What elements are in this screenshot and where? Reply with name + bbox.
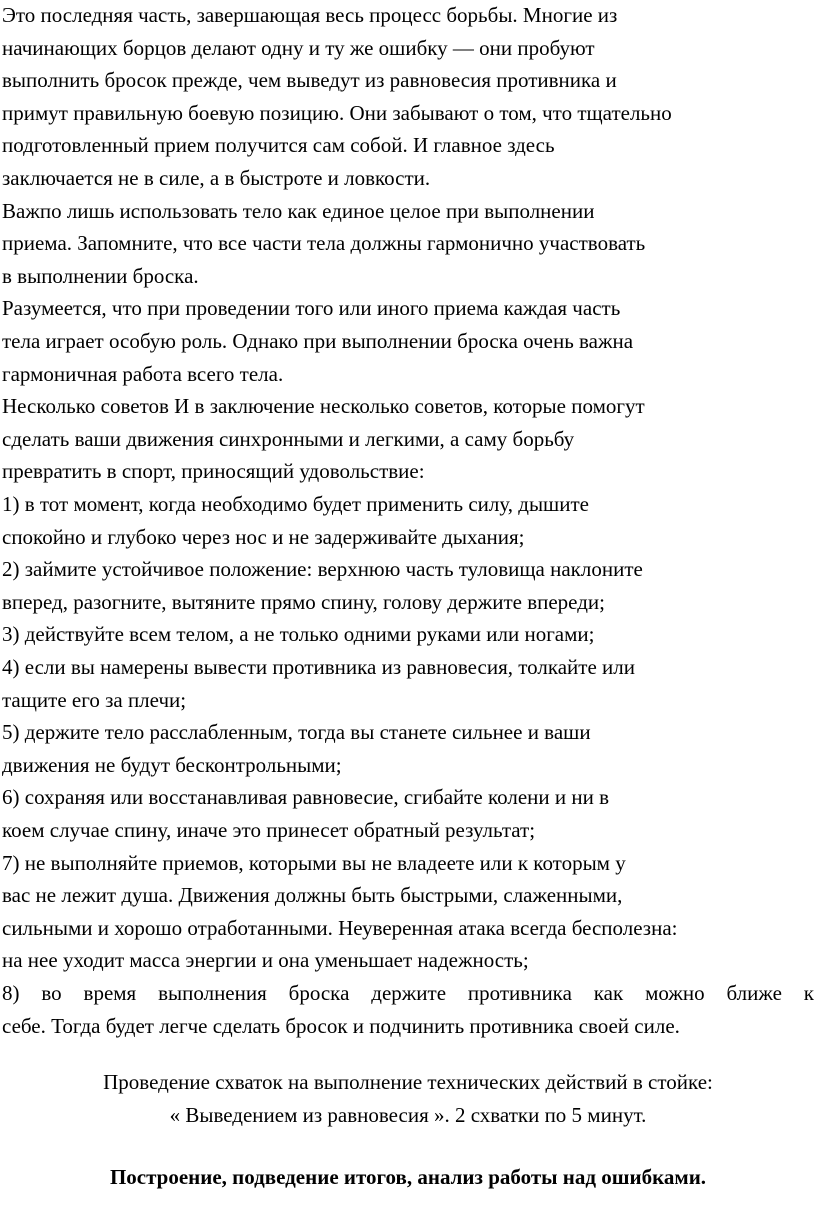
- body-line: начинающих борцов делают одну и ту же ошибку — они пробуют: [2, 35, 595, 60]
- body-line: себе. Тогда будет легче сделать бросок и подчинить противника своей силе.: [2, 1013, 680, 1038]
- body-line: 6) сохраняя или восстанавливая равновесие, сгибайте колени и ни в: [2, 785, 610, 810]
- body-line: движения не будут бесконтрольными;: [2, 752, 342, 777]
- body-line: гармоничная работа всего тела.: [2, 361, 284, 386]
- session-line-1: Проведение схваток на выполнение технических действий в стойке:: [103, 1070, 713, 1094]
- body-line: 8) во время выполнения броска держите противника как можно ближе к: [2, 981, 814, 1005]
- body-line: коем случае спину, иначе это принесет обратный результат;: [2, 818, 536, 842]
- body-line: Несколько советов И в заключение несколько советов, которые помогут: [2, 394, 645, 419]
- body-line: превратить в спорт, приносящий удовольствие:: [2, 459, 425, 484]
- body-line: 2) займите устойчивое положение: верхнюю часть туловища наклоните: [2, 557, 643, 582]
- body-line: Разумеется, что при проведении того или иного приема каждая часть: [2, 296, 621, 321]
- body-line: вперед, разогните, вытяните прямо спину, голову держите впереди;: [2, 589, 605, 614]
- body-line: сделать ваши движения синхронными и легкими, а саму борьбу: [2, 426, 575, 451]
- body-line: приема. Запомните, что все части тела должны гармонично участвовать: [2, 231, 646, 256]
- body-line: тела играет особую роль. Однако при выполнении броска очень важна: [2, 329, 634, 353]
- body-line: 1) в тот момент, когда необходимо будет применить силу, дышите: [2, 492, 589, 516]
- body-line: 3) действуйте всем телом, а не только одними руками или ногами;: [2, 622, 595, 647]
- body-line: примут правильную боевую позицию. Они забывают о том, что тщательно: [2, 100, 672, 125]
- body-line: 5) держите тело расслабленным, тогда вы станете сильнее и ваши: [2, 720, 591, 745]
- body-line: заключается не в силе, а в быстроте и ловкости.: [2, 166, 431, 190]
- body-line: 7) не выполняйте приемов, которыми вы не владеете или к которым у: [2, 850, 626, 875]
- session-line-2: « Выведением из равновесия ». 2 схватки по 5 минут.: [169, 1103, 647, 1127]
- body-line: выполнить бросок прежде, чем выведут из равновесия противника и: [2, 68, 617, 93]
- body-line: на нее уходит масса энергии и она уменьшает надежность;: [2, 948, 529, 973]
- body-line: тащите его за плечи;: [2, 687, 187, 712]
- body-line: подготовленный прием получится сам собой. И главное здесь: [2, 133, 555, 158]
- body-line: сильными и хорошо отработанными. Неуверенная атака всегда бесполезна:: [2, 915, 678, 940]
- closing-heading: Построение, подведение итогов, анализ работы над ошибками.: [109, 1165, 707, 1189]
- body-line: 4) если вы намерены вывести противника из равновесия, толкайте или: [2, 655, 635, 679]
- body-line: спокойно и глубоко через нос и не задерживайте дыхания;: [2, 524, 525, 549]
- body-line: вас не лежит душа. Движения должны быть быстрыми, слаженными,: [2, 883, 623, 908]
- body-line: Важпо лишь использовать тело как единое целое при выполнении: [2, 198, 595, 223]
- body-line: в выполнении броска.: [2, 263, 199, 288]
- body-line: Это последняя часть, завершающая весь процесс борьбы. Многие из: [2, 3, 618, 27]
